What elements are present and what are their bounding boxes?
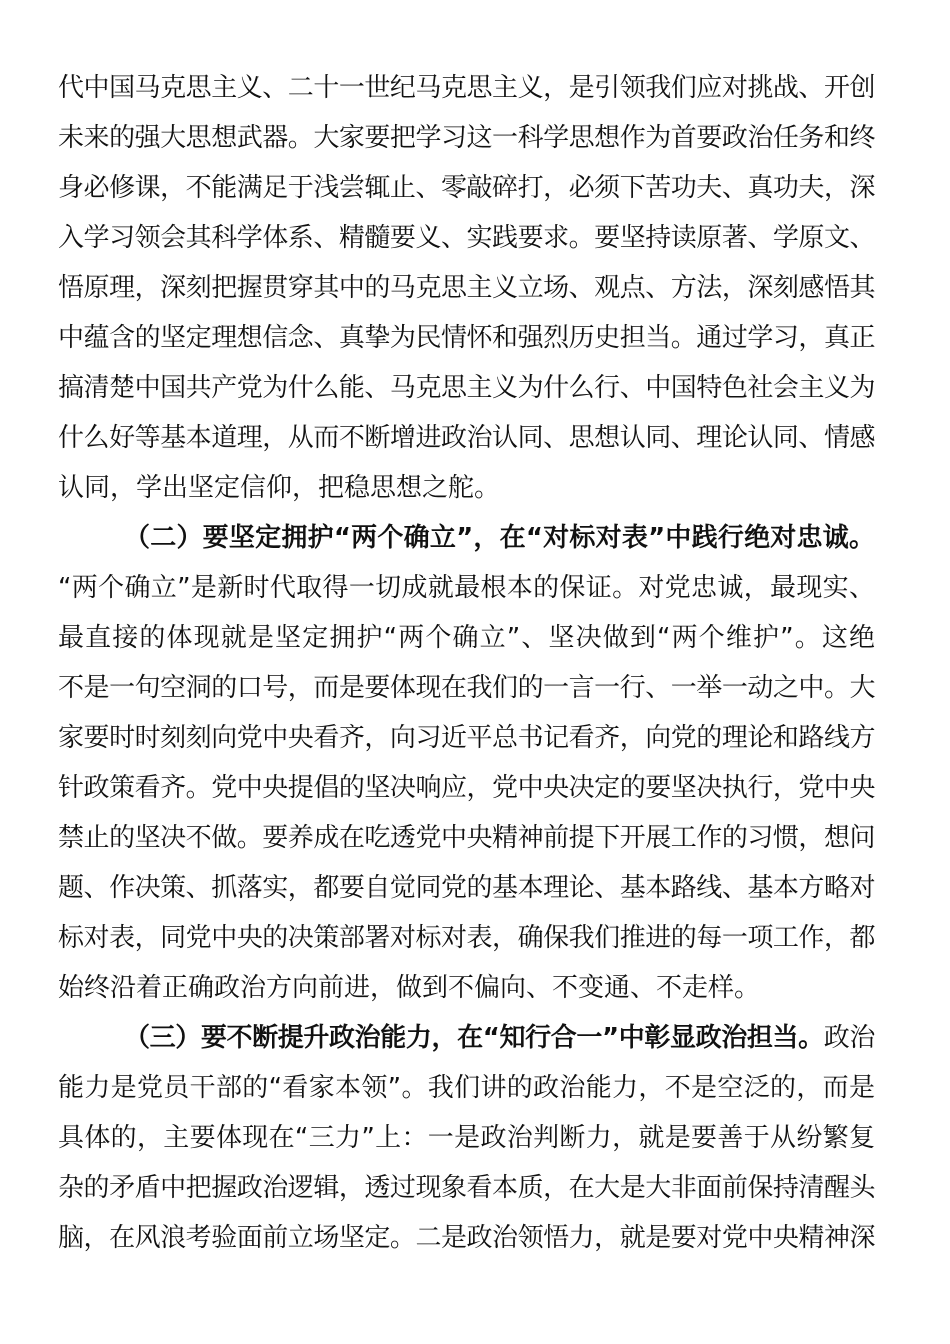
text-line: 题、作决策、抓落实，都要自觉同党的基本理论、基本路线、基本方略对 bbox=[58, 873, 875, 903]
text-line: 悟原理，深刻把握贯穿其中的马克思主义立场、观点、方法，深刻感悟其 bbox=[58, 273, 875, 303]
text-line: 入学习领会其科学体系、精髓要义、实践要求。要坚持读原著、学原文、 bbox=[58, 223, 875, 253]
text-line: 针政策看齐。党中央提倡的坚决响应，党中央决定的要坚决执行，党中央 bbox=[58, 773, 875, 803]
text-line: 未来的强大思想武器。大家要把学习这一科学思想作为首要政治任务和终 bbox=[58, 123, 875, 153]
text-line: 不是一句空洞的口号，而是要体现在我们的一言一行、一举一动之中。大 bbox=[58, 673, 875, 703]
text-line: 杂的矛盾中把握政治逻辑，透过现象看本质，在大是大非面前保持清醒头 bbox=[58, 1173, 875, 1203]
text-line: 中蕴含的坚定理想信念、真挚为民情怀和强烈历史担当。通过学习，真正 bbox=[58, 323, 875, 353]
text-line: 始终沿着正确政治方向前进，做到不偏向、不变通、不走样。 bbox=[58, 973, 761, 1003]
text-line: 搞清楚中国共产党为什么能、马克思主义为什么行、中国特色社会主义为 bbox=[58, 373, 875, 403]
section-heading-3: （三）要不断提升政治能力，在“知行合一”中彰显政治担当。 bbox=[124, 1023, 824, 1053]
text-line: 认同，学出坚定信仰，把稳思想之舵。 bbox=[58, 473, 501, 503]
document-page bbox=[58, 63, 875, 1263]
paragraph-2 bbox=[58, 513, 875, 1013]
heading-tail-text: 政治 bbox=[823, 1023, 875, 1053]
text-line: 代中国马克思主义、二十一世纪马克思主义，是引领我们应对挑战、开创 bbox=[58, 73, 875, 103]
paragraph-3 bbox=[58, 1013, 875, 1263]
text-line: 脑，在风浪考验面前立场坚定。二是政治领悟力，就是要对党中央精神深 bbox=[58, 1223, 875, 1253]
section-heading-3-line bbox=[58, 1013, 875, 1063]
text-line: “两个确立”是新时代取得一切成就最根本的保证。对党忠诚，最现实、 bbox=[58, 573, 875, 603]
text-line: 什么好等基本道理，从而不断增进政治认同、思想认同、理论认同、情感 bbox=[58, 423, 875, 453]
text-line: 禁止的坚决不做。要养成在吃透党中央精神前提下开展工作的习惯，想问 bbox=[58, 823, 875, 853]
text-line: 最直接的体现就是坚定拥护“两个确立”、坚决做到“两个维护”。这绝 bbox=[58, 623, 875, 653]
text-line: 身必修课，不能满足于浅尝辄止、零敲碎打，必须下苦功夫、真功夫，深 bbox=[58, 173, 875, 203]
text-line: 家要时时刻刻向党中央看齐，向习近平总书记看齐，向党的理论和路线方 bbox=[58, 723, 875, 753]
text-line: 标对表，同党中央的决策部署对标对表，确保我们推进的每一项工作，都 bbox=[58, 923, 875, 953]
paragraph-1 bbox=[58, 63, 875, 513]
text-line: 具体的，主要体现在“三力”上：一是政治判断力，就是要善于从纷繁复 bbox=[58, 1123, 875, 1153]
section-heading-2: （二）要坚定拥护“两个确立”，在“对标对表”中践行绝对忠诚。 bbox=[124, 523, 875, 553]
text-line: 能力是党员干部的“看家本领”。我们讲的政治能力，不是空泛的，而是 bbox=[58, 1073, 875, 1103]
